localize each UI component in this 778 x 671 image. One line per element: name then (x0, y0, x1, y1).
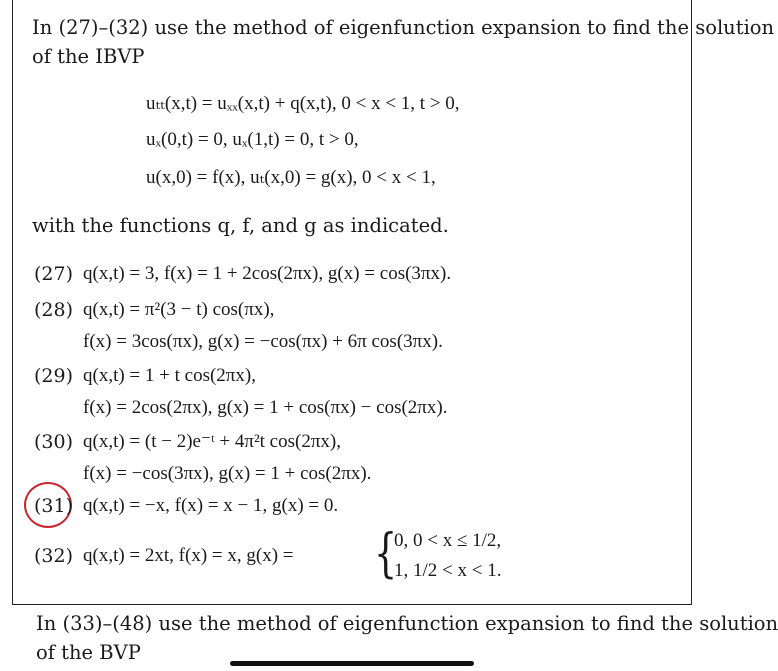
ibvp-equation-3: u(x,0) = f(x), uₜ(x,0) = g(x), 0 < x < 1, (146, 167, 436, 188)
ibvp-equation-1: uₜₜ(x,t) = uₓₓ(x,t) + q(x,t), 0 < x < 1, t > 0, (146, 93, 460, 114)
problem-30-number: (30) (34, 431, 74, 453)
problem-32-case-1: 0, 0 < x ≤ 1/2, (394, 530, 502, 551)
problem-32-number: (32) (34, 545, 74, 567)
problem-31-line-1: q(x,t) = −x, f(x) = x − 1, g(x) = 0. (83, 495, 339, 516)
problem-27-line-1: q(x,t) = 3, f(x) = 1 + 2cos(2πx), g(x) = cos(3πx). (83, 263, 452, 284)
problem-29-line-1: q(x,t) = 1 + t cos(2πx), (83, 365, 256, 386)
outro-line-2: of the BVP (36, 641, 141, 664)
problem-31-number: (31) (34, 495, 74, 517)
outro-line-1: In (33)–(48) use the method of eigenfunction expansion to find the solution (36, 612, 778, 635)
home-indicator-bar[interactable] (230, 661, 474, 666)
with-functions-text: with the functions q, f, and g as indicated. (32, 214, 449, 237)
problem-29-line-2: f(x) = 2cos(2πx), g(x) = 1 + cos(πx) − cos(2πx). (83, 397, 448, 418)
problem-28-number: (28) (34, 299, 74, 321)
piecewise-brace: { (374, 524, 398, 584)
intro-line-2: of the IBVP (32, 45, 145, 68)
problem-32-case-2: 1, 1/2 < x < 1. (394, 560, 502, 581)
problem-32-line-1: q(x,t) = 2xt, f(x) = x, g(x) = (83, 545, 294, 566)
problem-30-line-2: f(x) = −cos(3πx), g(x) = 1 + cos(2πx). (83, 463, 372, 484)
problem-27-number: (27) (34, 263, 74, 285)
problem-30-line-1: q(x,t) = (t − 2)e⁻ᵗ + 4π²t cos(2πx), (83, 431, 342, 452)
problem-29-number: (29) (34, 365, 74, 387)
problem-28-line-2: f(x) = 3cos(πx), g(x) = −cos(πx) + 6π cos(3πx). (83, 331, 443, 352)
problem-28-line-1: q(x,t) = π²(3 − t) cos(πx), (83, 299, 275, 320)
intro-line-1: In (27)–(32) use the method of eigenfunction expansion to find the solution (32, 16, 775, 39)
ibvp-equation-2: uₓ(0,t) = 0, uₓ(1,t) = 0, t > 0, (146, 129, 359, 150)
